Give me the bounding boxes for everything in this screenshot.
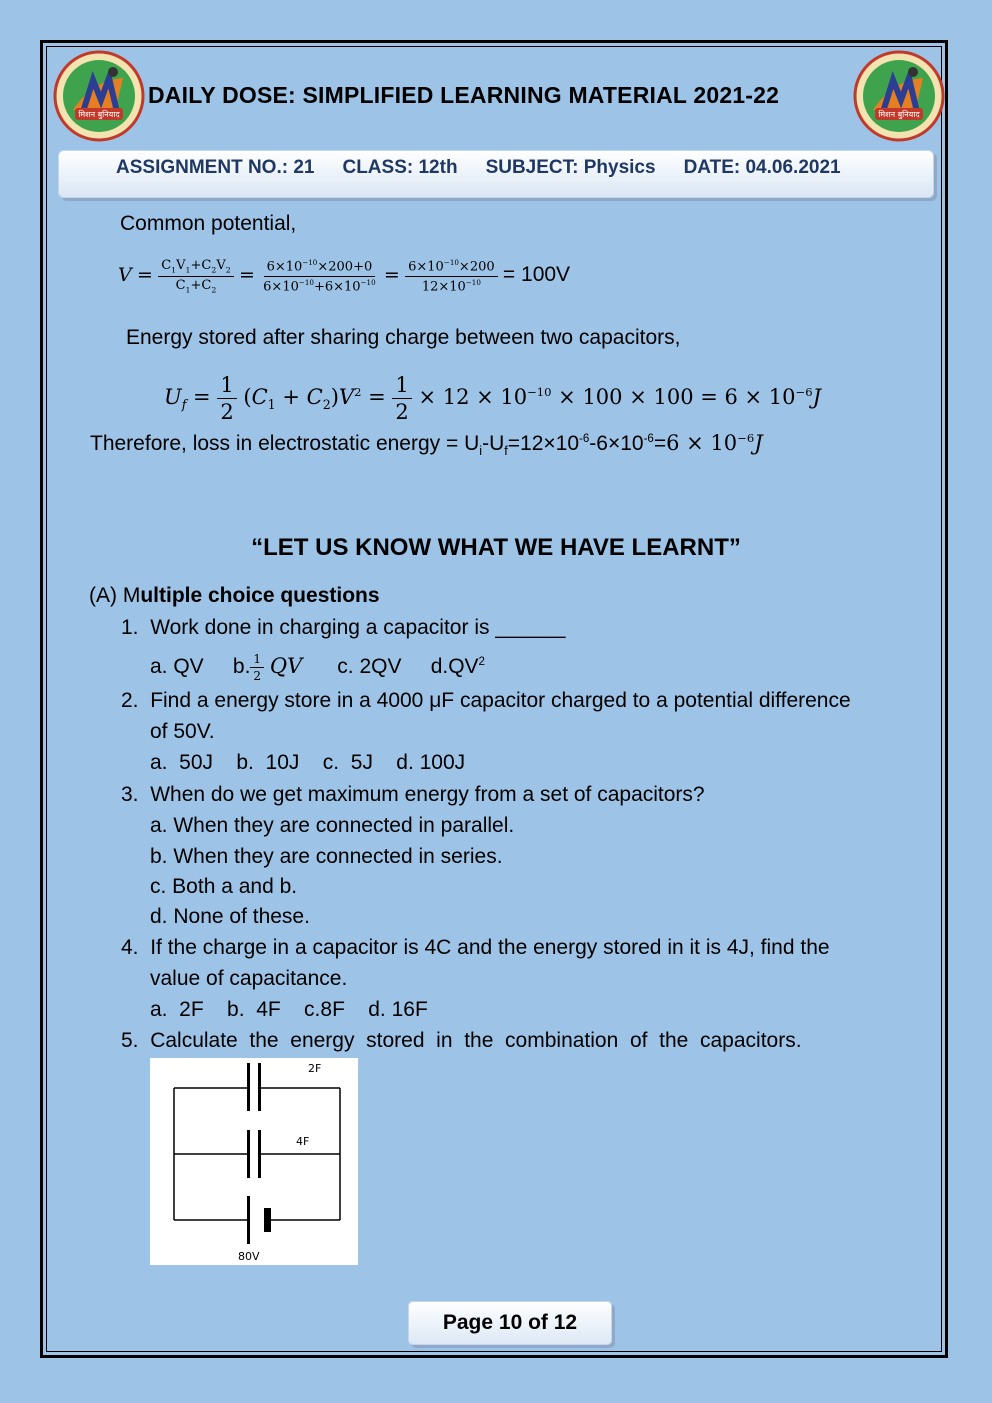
question-5: 5. Calculate the energy stored in the combination of the capacitors.: [121, 1029, 802, 1052]
question-2-line2: of 50V.: [150, 720, 215, 743]
question-3-option-d: d. None of these.: [150, 905, 310, 928]
label-4f: 4F: [296, 1135, 310, 1148]
question-1: 1. Work done in charging a capacitor is ______: [121, 616, 566, 639]
question-3-option-b: b. When they are connected in series.: [150, 845, 503, 868]
label-80v: 80V: [238, 1250, 260, 1263]
question-2: 2. Find a energy store in a 4000 μF capacitor charged to a potential difference: [121, 689, 851, 712]
question-3-option-a: a. When they are connected in parallel.: [150, 814, 515, 837]
mission-buniyaad-logo-left: [53, 50, 145, 142]
assignment-info: [116, 157, 841, 179]
capacitor-circuit-diagram: [150, 1058, 358, 1265]
page-number: Page 10 of 12: [408, 1301, 612, 1345]
assignment-number: ASSIGNMENT NO.: 21: [116, 157, 315, 178]
mcq-label: (A) Multiple choice questions: [89, 584, 380, 607]
battery-short-plate: [264, 1208, 271, 1232]
date-label: DATE: 04.06.2021: [683, 157, 841, 178]
capacitor-2f-plate-right: [258, 1063, 261, 1111]
battery-long-plate: [247, 1196, 250, 1244]
subject-label: SUBJECT: Physics: [485, 157, 656, 178]
question-1-options: a. QV b. $\frac{1}{2}$ QV c. 2QV $d.QV^2$: [150, 652, 485, 683]
capacitor-4f-plate-left: [247, 1130, 250, 1178]
capacitor-2f-plate-left: [247, 1063, 250, 1111]
question-3: 3. When do we get maximum energy from a set of capacitors?: [121, 783, 705, 806]
question-4-options: a. 2F b. 4F c.8F d. 16F: [150, 998, 428, 1021]
label-2f: 2F: [308, 1062, 322, 1075]
section-heading: “LET US KNOW WHAT WE HAVE LEARNT”: [251, 534, 741, 561]
question-4: 4. If the charge in a capacitor is 4C and the energy stored in it is 4J, find the: [121, 936, 830, 959]
question-3-option-c: c. Both a and b.: [150, 875, 298, 898]
svg-text:मिशन बुनियाद: मिशन बुनियाद: [78, 110, 120, 119]
energy-loss-line: Therefore, loss in electrostatic energy = $U_i-U_f=12\times 10^{-6}-6\times 10^{-6}=6 \times 10^{-6}J$: [90, 431, 763, 459]
mission-buniyaad-logo-right: [853, 50, 945, 142]
common-potential-equation: V = $\frac{C_1V_1+C_2V_2}{C_1+C_2}$ = $\frac{6\times 10^{-10}\times 200+0}{6\times 10^{-10}+6\times 10^{-10}}$ = $\frac{6\times 10^{-10}\times 200}{12\times 10^{-10}}$ = 100V: [118, 258, 571, 295]
common-potential-intro: Common potential,: [120, 212, 297, 235]
question-2-options: a. 50J b. 10J c. 5J d. 100J: [150, 751, 466, 774]
question-4-line2: value of capacitance.: [150, 967, 348, 990]
document-title: DAILY DOSE: SIMPLIFIED LEARNING MATERIAL 2021-22: [148, 82, 780, 108]
svg-text:मिशन बुनियाद: मिशन बुनियाद: [878, 110, 920, 119]
class-label: CLASS: 12th: [342, 157, 458, 178]
capacitor-4f-plate-right: [258, 1130, 261, 1178]
final-energy-equation: $U_f$ = $\frac{1}{2}$ $(C_1 + C_2)V^2$ = $\frac{1}{2}$ × $12 \times 10^{-10} \times 100 \times 100 = 6 \times 10^{-6}J$: [164, 373, 821, 424]
energy-sharing-intro: Energy stored after sharing charge between two capacitors,: [126, 326, 681, 349]
